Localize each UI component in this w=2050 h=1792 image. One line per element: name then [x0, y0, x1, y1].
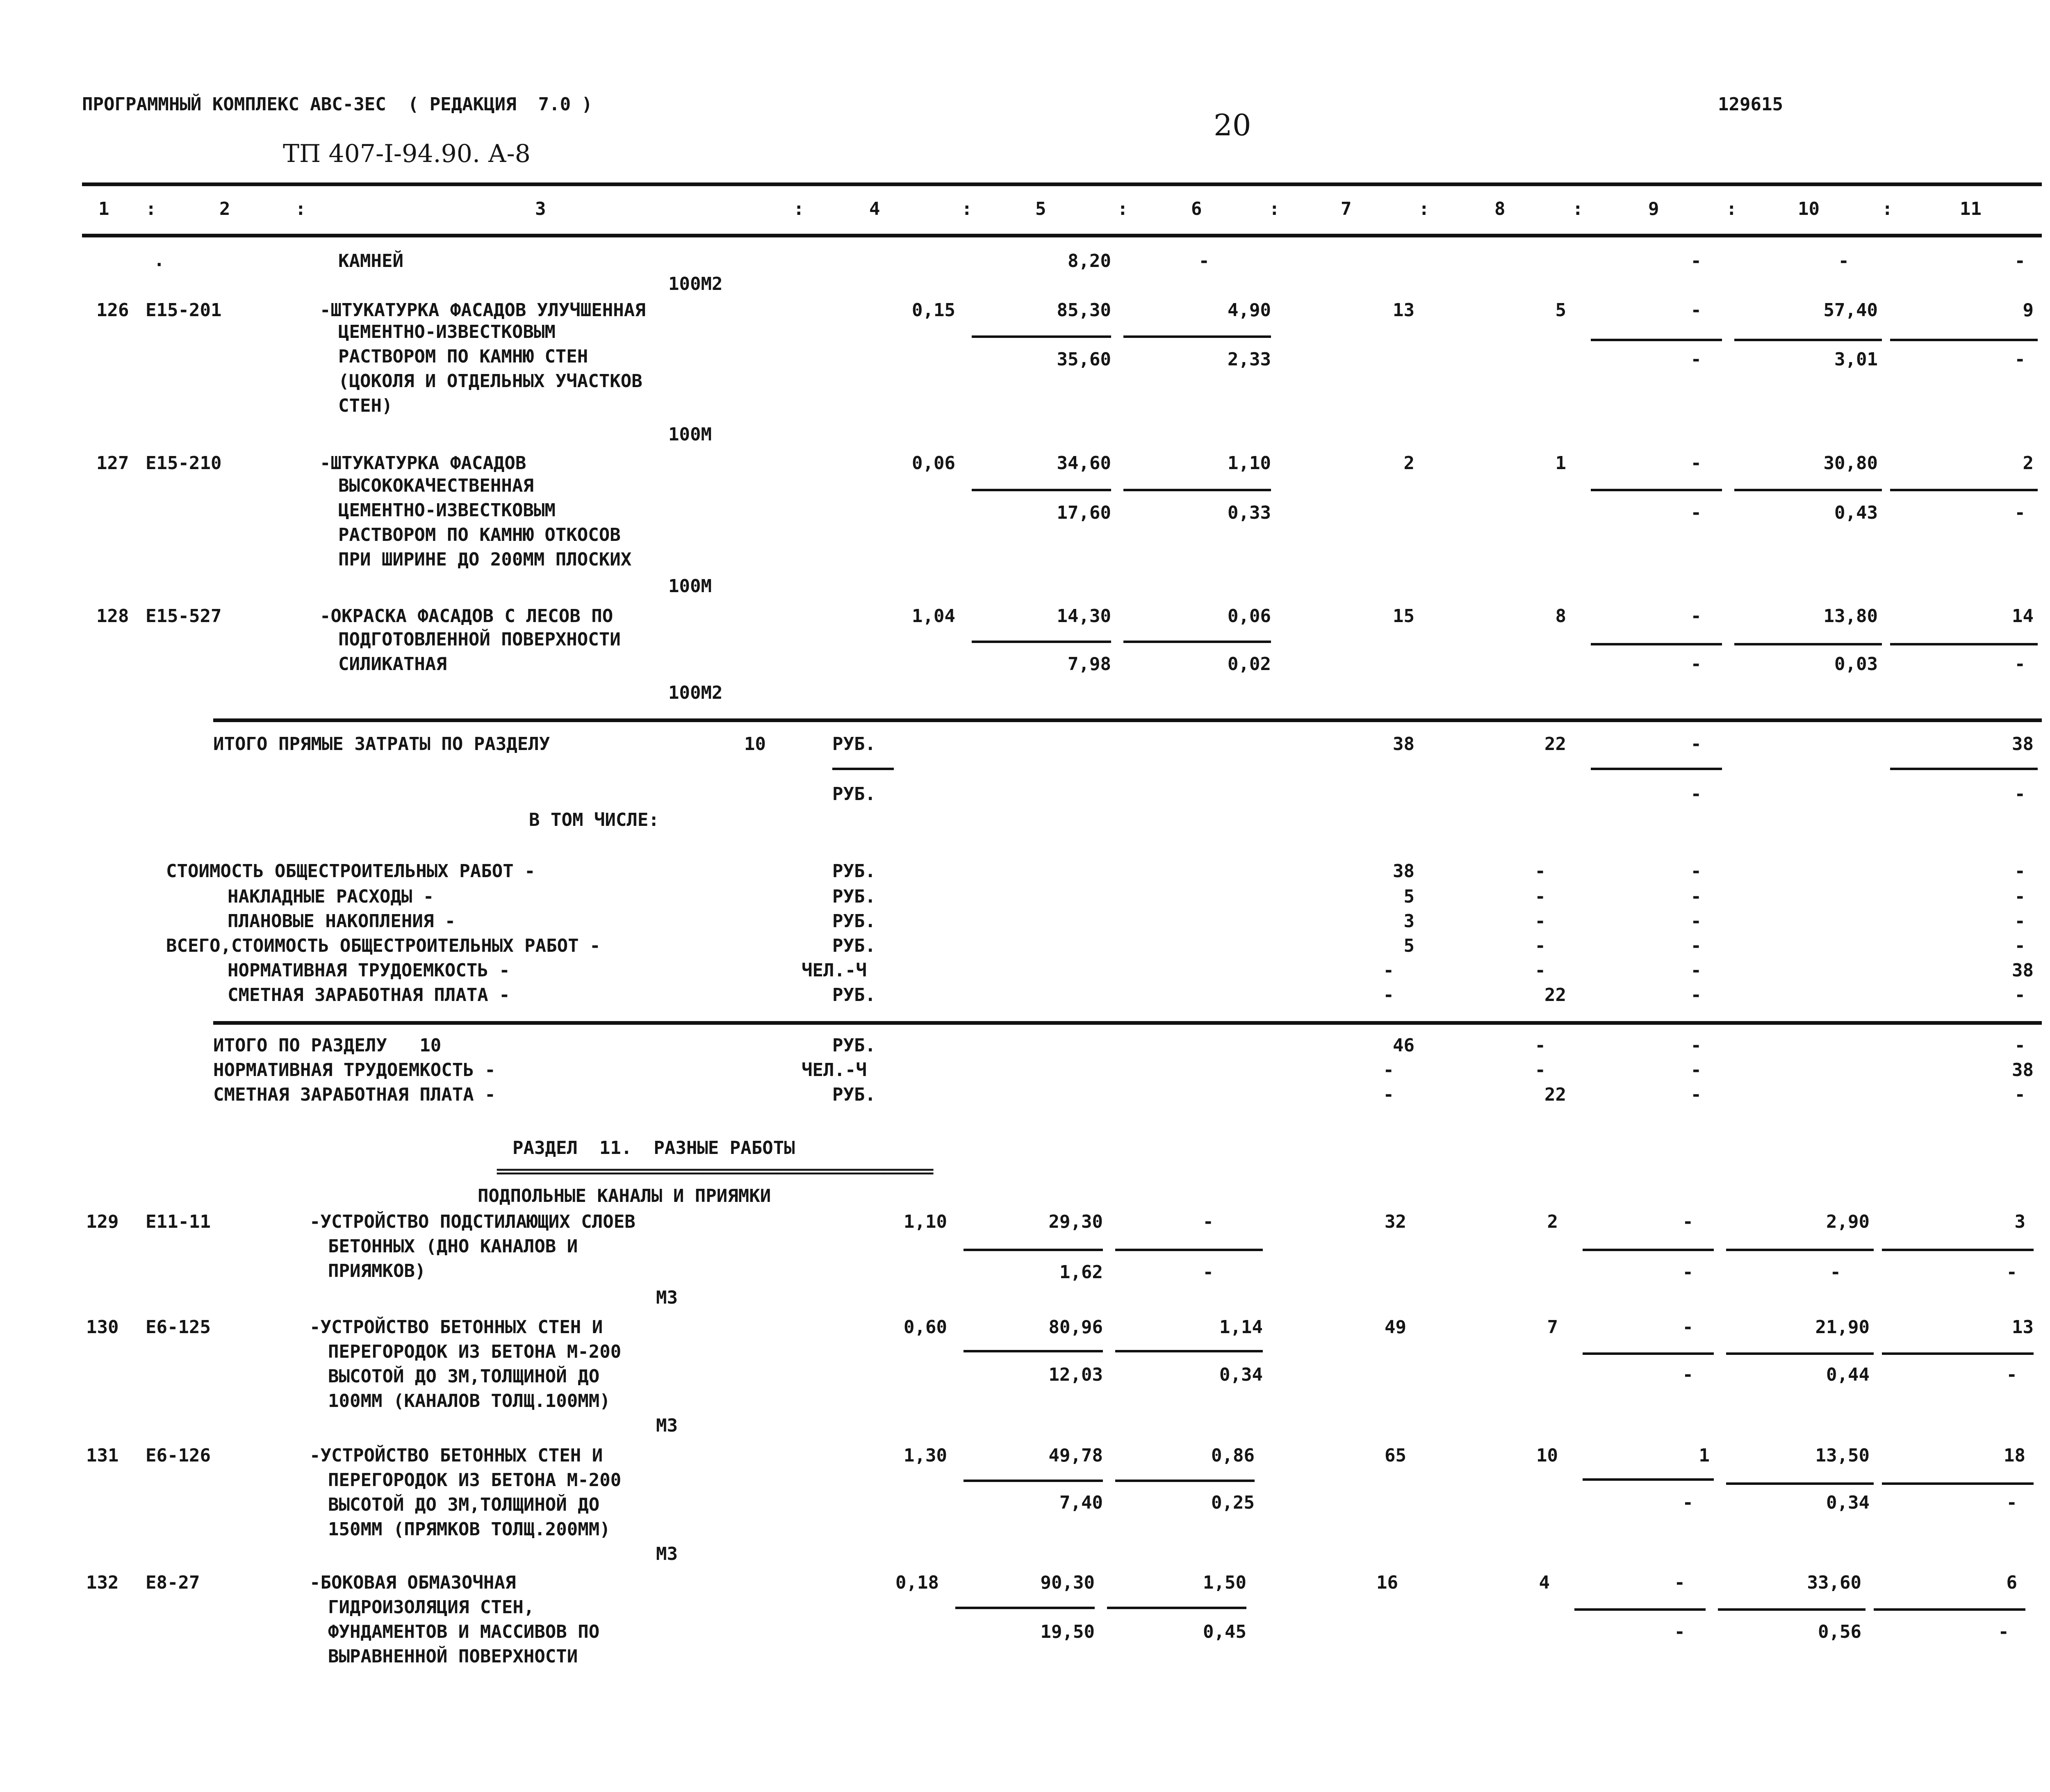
fraction-rule [1890, 768, 2038, 770]
item-unit: 100М2 [668, 274, 723, 294]
direct-costs-label: ИТОГО ПРЯМЫЕ ЗАТРАТЫ ПО РАЗДЕЛУ [213, 734, 550, 755]
fraction-rule [1107, 1607, 1246, 1609]
cell-quantity: 1,10 [904, 1211, 947, 1232]
cell-col11: 2 [2023, 453, 2034, 474]
cell-col8: - [1535, 935, 1546, 956]
cell-col10-lower: 0,03 [1834, 654, 1878, 675]
cell-col5-lower: 12,03 [1048, 1364, 1103, 1385]
cell-col6-lower: 2,33 [1228, 349, 1271, 370]
cell-col11: - [2014, 1084, 2025, 1105]
column-header-9: 9 [1648, 198, 1659, 219]
section-underline: ===================================================== [496, 1162, 933, 1181]
header-top-rule [82, 182, 2042, 186]
cell-col11-lower: - [2006, 1492, 2017, 1513]
cell-col11: - [2014, 935, 2025, 956]
cell-col9: - [1690, 886, 1702, 907]
cell-col8: 22 [1544, 985, 1566, 1005]
item-code: Е15-210 [146, 453, 222, 474]
cell-col9: - [1674, 1572, 1685, 1593]
cell-col7: - [1383, 1060, 1394, 1081]
cell-col11: 18 [2004, 1445, 2025, 1466]
cell-col9-lower: - [1690, 349, 1702, 370]
cell-col5-lower: 17,60 [1057, 502, 1111, 523]
item-code: Е6-126 [146, 1445, 211, 1466]
unit-label: ЧЕЛ.-Ч [802, 960, 867, 981]
item-description: -УСТРОЙСТВО БЕТОННЫХ СТЕН И [310, 1445, 603, 1466]
cell-col5: 34,60 [1057, 453, 1111, 474]
column-separator: : [1269, 198, 1280, 219]
fraction-rule [963, 1249, 1103, 1251]
cell-col7: 15 [1393, 606, 1414, 627]
cell-col8: 22 [1544, 1084, 1566, 1105]
fraction-rule [955, 1607, 1095, 1609]
fraction-rule [1726, 1352, 1874, 1355]
item-description: ВЫСОТОЙ ДО 3М,ТОЛЩИНОЙ ДО [328, 1494, 600, 1515]
item-code: Е8-27 [146, 1572, 200, 1593]
column-separator: : [793, 198, 804, 219]
cell-col10: 13,80 [1823, 606, 1878, 627]
column-header-4: 4 [869, 198, 880, 219]
item-description: СИЛИКАТНАЯ [338, 654, 447, 675]
cell-col11: 3 [2014, 1211, 2025, 1232]
cell-col8: 7 [1547, 1317, 1558, 1338]
document-code: ТП 407-I-94.90. А-8 [283, 139, 531, 168]
cell-col7: 65 [1385, 1445, 1406, 1466]
cell-col6: - [1198, 251, 1210, 271]
page-number: 20 [1214, 108, 1251, 142]
cell-col11: - [2014, 886, 2025, 907]
cell-col7: 46 [1393, 1035, 1414, 1056]
fraction-rule [832, 768, 894, 770]
fraction-rule [972, 641, 1111, 643]
cell-col6: 4,90 [1228, 300, 1271, 321]
cell-col5-lower: 19,50 [1040, 1621, 1095, 1642]
cell-col5: 29,30 [1048, 1211, 1103, 1232]
cell-col10-lower: 0,56 [1818, 1621, 1861, 1642]
cell-col8: - [1535, 886, 1546, 907]
cell-col5: 90,30 [1040, 1572, 1095, 1593]
program-title: ПРОГРАММНЫЙ КОМПЛЕКС АВС-3ЕС ( РЕДАКЦИЯ 7.0 ) [82, 94, 593, 115]
fraction-rule [1726, 1249, 1874, 1251]
cell-col7: 2 [1403, 453, 1414, 474]
item-description: -БОКОВАЯ ОБМАЗОЧНАЯ [310, 1572, 516, 1593]
unit-label: РУБ. [832, 1084, 876, 1105]
fraction-rule [1591, 643, 1722, 645]
cell-col11-lower: - [2014, 654, 2025, 675]
cell-quantity: 0,15 [912, 300, 955, 321]
cell-col9: - [1690, 985, 1702, 1005]
cell-col10-lower: 3,01 [1834, 349, 1878, 370]
cell-col10-lower: - [1830, 1262, 1841, 1283]
fraction-rule [1123, 335, 1271, 338]
fraction-rule [1591, 489, 1722, 491]
breakdown-label: СТОИМОСТЬ ОБЩЕСТРОИТЕЛЬНЫХ РАБОТ - [166, 861, 535, 882]
cell-col7: 38 [1393, 861, 1414, 882]
cell-col10-lower: 0,44 [1826, 1364, 1870, 1385]
item-description: -ШТУКАТУРКА ФАСАДОВ [320, 453, 526, 474]
fraction-rule [1890, 489, 2038, 491]
item-unit: 100М2 [668, 682, 723, 703]
column-header-6: 6 [1191, 198, 1202, 219]
cell-col9: - [1690, 251, 1702, 271]
cell-col8: 2 [1547, 1211, 1558, 1232]
cell-col9: 1 [1699, 1445, 1710, 1466]
cell-col5-lower: 1,62 [1059, 1262, 1103, 1283]
cell-col9: - [1682, 1317, 1693, 1338]
cell-col7: - [1383, 960, 1394, 981]
unit-label: РУБ. [832, 985, 876, 1005]
item-description: (ЦОКОЛЯ И ОТДЕЛЬНЫХ УЧАСТКОВ [338, 371, 642, 392]
item-description: ФУНДАМЕНТОВ И МАССИВОВ ПО [328, 1621, 600, 1642]
cell-col11: - [2014, 861, 2025, 882]
unit-label: РУБ. [832, 784, 876, 805]
fraction-rule [963, 1350, 1103, 1352]
fraction-rule [1882, 1482, 2034, 1485]
cell-col5: 14,30 [1057, 606, 1111, 627]
cell-col8: - [1535, 1035, 1546, 1056]
column-header-11: 11 [1960, 198, 1982, 219]
fraction-rule [1734, 339, 1882, 341]
cell-col8: - [1535, 960, 1546, 981]
cell-col9-lower: - [1690, 654, 1702, 675]
section-title: РАЗДЕЛ 11. РАЗНЫЕ РАБОТЫ [512, 1138, 795, 1158]
item-code: Е11-11 [146, 1211, 211, 1232]
cell-col11: - [2014, 251, 2025, 271]
section-rule [213, 718, 2042, 722]
item-number: 131 [86, 1445, 119, 1466]
item-description: РАСТВОРОМ ПО КАМНЮ СТЕН [338, 346, 588, 367]
cell-col9-lower: - [1690, 784, 1702, 805]
cell-col8: - [1535, 1060, 1546, 1081]
cell-col9: - [1690, 734, 1702, 755]
cell-col9: - [1690, 861, 1702, 882]
cell-col10: 57,40 [1823, 300, 1878, 321]
fraction-rule [972, 335, 1111, 338]
cell-col6-lower: - [1203, 1262, 1214, 1283]
cell-col9: - [1690, 300, 1702, 321]
cell-col7: 32 [1385, 1211, 1406, 1232]
cell-col9: - [1690, 1084, 1702, 1105]
cell-col11: 38 [2012, 1060, 2034, 1081]
cell-col9: - [1690, 1035, 1702, 1056]
item-description: ВЫРАВНЕННОЙ ПОВЕРХНОСТИ [328, 1646, 578, 1667]
item-unit: М3 [656, 1287, 678, 1308]
cell-col10-lower: 0,43 [1834, 502, 1878, 523]
fraction-rule [1115, 1350, 1263, 1352]
cell-col11-lower: - [2014, 502, 2025, 523]
cell-col11: 14 [2012, 606, 2034, 627]
unit-label: РУБ. [832, 734, 876, 755]
cell-col6-lower: 0,45 [1203, 1621, 1246, 1642]
cell-quantity: 0,18 [895, 1572, 939, 1593]
item-code: Е15-527 [146, 606, 222, 627]
column-header-8: 8 [1494, 198, 1506, 219]
column-separator: : [146, 198, 157, 219]
item-description: ПЕРЕГОРОДОК ИЗ БЕТОНА М-200 [328, 1470, 622, 1491]
section-rule [213, 1021, 2042, 1025]
item-unit: М3 [656, 1415, 678, 1436]
cell-col11: - [2014, 985, 2025, 1005]
cell-col7: 5 [1403, 935, 1414, 956]
cell-col9-lower: - [1690, 502, 1702, 523]
column-header-5: 5 [1035, 198, 1046, 219]
item-unit: 100М [668, 424, 712, 445]
section-total-label: НОРМАТИВНАЯ ТРУДОЕМКОСТЬ - [213, 1060, 496, 1081]
fraction-rule [1115, 1249, 1263, 1251]
breakdown-label: ПЛАНОВЫЕ НАКОПЛЕНИЯ - [228, 911, 456, 932]
fraction-rule [1123, 641, 1271, 643]
cell-col5: 85,30 [1057, 300, 1111, 321]
item-description: ЦЕМЕНТНО-ИЗВЕСТКОВЫМ [338, 500, 556, 521]
item-description: РАСТВОРОМ ПО КАМНЮ ОТКОСОВ [338, 524, 621, 545]
cell-col7: 3 [1403, 911, 1414, 932]
column-separator: : [961, 198, 973, 219]
cell-col8: 10 [1536, 1445, 1558, 1466]
cell-col7: 49 [1385, 1317, 1406, 1338]
item-description: ПЕРЕГОРОДОК ИЗ БЕТОНА М-200 [328, 1341, 622, 1362]
cell-col8: 8 [1555, 606, 1566, 627]
fraction-rule [1718, 1608, 1866, 1611]
fraction-rule [1882, 1352, 2034, 1355]
cell-col6: - [1203, 1211, 1214, 1232]
cell-col11: - [2014, 911, 2025, 932]
cell-col11: 6 [2006, 1572, 2017, 1593]
cell-col11: 38 [2012, 960, 2034, 981]
cell-col11: 38 [2012, 734, 2034, 755]
breakdown-label: СМЕТНАЯ ЗАРАБОТНАЯ ПЛАТА - [228, 985, 510, 1005]
column-header-10: 10 [1798, 198, 1820, 219]
cell-col9: - [1690, 911, 1702, 932]
cell-col7: - [1383, 1084, 1394, 1105]
cell-col6: 0,06 [1228, 606, 1271, 627]
unit-label: РУБ. [832, 861, 876, 882]
unit-label: РУБ. [832, 935, 876, 956]
cell-col10: 30,80 [1823, 453, 1878, 474]
cell-col5: 49,78 [1048, 1445, 1103, 1466]
column-separator: : [1117, 198, 1128, 219]
column-separator: : [1882, 198, 1893, 219]
cell-col8: 5 [1555, 300, 1566, 321]
cell-quantity: 0,60 [904, 1317, 947, 1338]
cell-col11-lower: - [2006, 1364, 2017, 1385]
item-description: ВЫСОКОКАЧЕСТВЕННАЯ [338, 475, 534, 496]
section-total-label: СМЕТНАЯ ЗАРАБОТНАЯ ПЛАТА - [213, 1084, 496, 1105]
item-description: 100ММ (КАНАЛОВ ТОЛЩ.100ММ) [328, 1391, 610, 1411]
unit-label: ЧЕЛ.-Ч [802, 1060, 867, 1081]
item-description: ЦЕМЕНТНО-ИЗВЕСТКОВЫМ [338, 321, 556, 342]
cell-col10: - [1838, 251, 1849, 271]
fraction-rule [1574, 1608, 1706, 1611]
column-separator: : [1726, 198, 1737, 219]
fraction-rule [1882, 1249, 2034, 1251]
cell-col11-lower: - [2006, 1262, 2017, 1283]
cell-col10: 33,60 [1807, 1572, 1861, 1593]
item-number: 126 [96, 300, 129, 321]
cell-col8: 1 [1555, 453, 1566, 474]
document-number: 129615 [1718, 94, 1783, 115]
item-description: 150ММ (ПРЯМКОВ ТОЛЩ.200ММ) [328, 1519, 610, 1540]
item-number: 132 [86, 1572, 119, 1593]
cell-col5-lower: 7,98 [1068, 654, 1111, 675]
cell-col7: 13 [1393, 300, 1414, 321]
item-unit: М3 [656, 1543, 678, 1564]
column-header-2: 2 [219, 198, 230, 219]
fraction-rule [1115, 1480, 1255, 1482]
cell-col10: 21,90 [1815, 1317, 1870, 1338]
item-description: ПРИЯМКОВ) [328, 1261, 426, 1281]
column-separator: : [1419, 198, 1430, 219]
cell-col8: - [1535, 911, 1546, 932]
cell-col9: - [1690, 453, 1702, 474]
cell-col6: 1,14 [1219, 1317, 1263, 1338]
fraction-rule [1874, 1608, 2025, 1611]
cell-quantity: 1,30 [904, 1445, 947, 1466]
item-description: -ОКРАСКА ФАСАДОВ С ЛЕСОВ ПО [320, 606, 613, 627]
fraction-rule [1734, 489, 1882, 491]
cell-col6-lower: 0,33 [1228, 502, 1271, 523]
column-header-7: 7 [1341, 198, 1352, 219]
cell-col6: 1,10 [1228, 453, 1271, 474]
column-header-1: 1 [98, 198, 109, 219]
cell-col9-lower: - [1682, 1364, 1693, 1385]
item-number: 130 [86, 1317, 119, 1338]
fraction-rule [1123, 489, 1271, 491]
fraction-rule [1583, 1249, 1714, 1251]
column-separator: : [1572, 198, 1583, 219]
cell-col6: 0,86 [1211, 1445, 1255, 1466]
fraction-rule [1726, 1482, 1874, 1485]
cell-col8: 4 [1539, 1572, 1550, 1593]
column-separator: : [295, 198, 306, 219]
fraction-rule [1734, 643, 1882, 645]
bullet-dot: . [154, 250, 165, 271]
breakdown-label: ВСЕГО,СТОИМОСТЬ ОБЩЕСТРОИТЕЛЬНЫХ РАБОТ - [166, 935, 601, 956]
cell-col11: - [2014, 1035, 2025, 1056]
item-description: ГИДРОИЗОЛЯЦИЯ СТЕН, [328, 1597, 535, 1618]
item-description: -УСТРОЙСТВО ПОДСТИЛАЮЩИХ СЛОЕВ [310, 1211, 636, 1232]
cell-col5: 8,20 [1068, 251, 1111, 271]
item-description: ПРИ ШИРИНЕ ДО 200ММ ПЛОСКИХ [338, 549, 632, 570]
cell-col5-lower: 35,60 [1057, 349, 1111, 370]
cell-col11-lower: - [2014, 784, 2025, 805]
cell-quantity: 0,06 [912, 453, 955, 474]
fraction-rule [1890, 643, 2038, 645]
cell-col6-lower: 0,02 [1228, 654, 1271, 675]
fraction-rule [972, 489, 1111, 491]
fraction-rule [1591, 768, 1722, 770]
fraction-rule [1583, 1478, 1714, 1481]
cell-col6-lower: 0,25 [1211, 1492, 1255, 1513]
item-number: 127 [96, 453, 129, 474]
cell-col7: 16 [1376, 1572, 1398, 1593]
cell-col10: 13,50 [1815, 1445, 1870, 1466]
cell-col6: 1,50 [1203, 1572, 1246, 1593]
fraction-rule [1583, 1352, 1714, 1355]
header-bottom-rule [82, 234, 2042, 237]
item-description: -УСТРОЙСТВО БЕТОННЫХ СТЕН И [310, 1317, 603, 1338]
cell-col7: 5 [1403, 886, 1414, 907]
cell-col6-lower: 0,34 [1219, 1364, 1263, 1385]
cell-col9: - [1690, 935, 1702, 956]
cell-col11: 9 [2023, 300, 2034, 321]
unit-label: РУБ. [832, 886, 876, 907]
item-description: БЕТОННЫХ (ДНО КАНАЛОВ И [328, 1236, 578, 1257]
cell-col11-lower: - [2014, 349, 2025, 370]
cell-col7: 38 [1393, 734, 1414, 755]
item-number: 129 [86, 1211, 119, 1232]
item-unit: 100М [668, 576, 712, 597]
fraction-rule [963, 1480, 1103, 1482]
direct-costs-section: 10 [744, 734, 766, 755]
cell-col9-lower: - [1674, 1621, 1685, 1642]
section-subtitle: ПОДПОЛЬНЫЕ КАНАЛЫ И ПРИЯМКИ [478, 1186, 771, 1206]
in-that-number-heading: В ТОМ ЧИСЛЕ: [529, 809, 659, 830]
item-description: -ШТУКАТУРКА ФАСАДОВ УЛУЧШЕННАЯ [320, 300, 646, 321]
cell-col11-lower: - [1998, 1621, 2009, 1642]
item-number: 128 [96, 606, 129, 627]
item-description: КАМНЕЙ [338, 251, 403, 271]
item-code: Е6-125 [146, 1317, 211, 1338]
item-description: ПОДГОТОВЛЕННОЙ ПОВЕРХНОСТИ [338, 629, 621, 650]
cell-col9-lower: - [1682, 1262, 1693, 1283]
column-header-3: 3 [535, 198, 546, 219]
cell-col9: - [1682, 1211, 1693, 1232]
cell-col11: 13 [2012, 1317, 2034, 1338]
breakdown-label: НОРМАТИВНАЯ ТРУДОЕМКОСТЬ - [228, 960, 510, 981]
cell-col5: 80,96 [1048, 1317, 1103, 1338]
unit-label: РУБ. [832, 1035, 876, 1056]
cell-col8: 22 [1544, 734, 1566, 755]
fraction-rule [1591, 339, 1722, 341]
cell-col8: - [1535, 861, 1546, 882]
section-total-label: ИТОГО ПО РАЗДЕЛУ 10 [213, 1035, 442, 1056]
cell-col7: - [1383, 985, 1394, 1005]
cell-col9: - [1690, 960, 1702, 981]
item-description: ВЫСОТОЙ ДО 3М,ТОЛЩИНОЙ ДО [328, 1366, 600, 1387]
cell-quantity: 1,04 [912, 606, 955, 627]
cell-col9-lower: - [1682, 1492, 1693, 1513]
fraction-rule [1890, 339, 2038, 341]
cell-col9: - [1690, 1060, 1702, 1081]
item-code: Е15-201 [146, 300, 222, 321]
cell-col5-lower: 7,40 [1059, 1492, 1103, 1513]
unit-label: РУБ. [832, 911, 876, 932]
cell-col9: - [1690, 606, 1702, 627]
item-description: СТЕН) [338, 395, 393, 416]
cell-col10: 2,90 [1826, 1211, 1870, 1232]
breakdown-label: НАКЛАДНЫЕ РАСХОДЫ - [228, 886, 434, 907]
cell-col10-lower: 0,34 [1826, 1492, 1870, 1513]
